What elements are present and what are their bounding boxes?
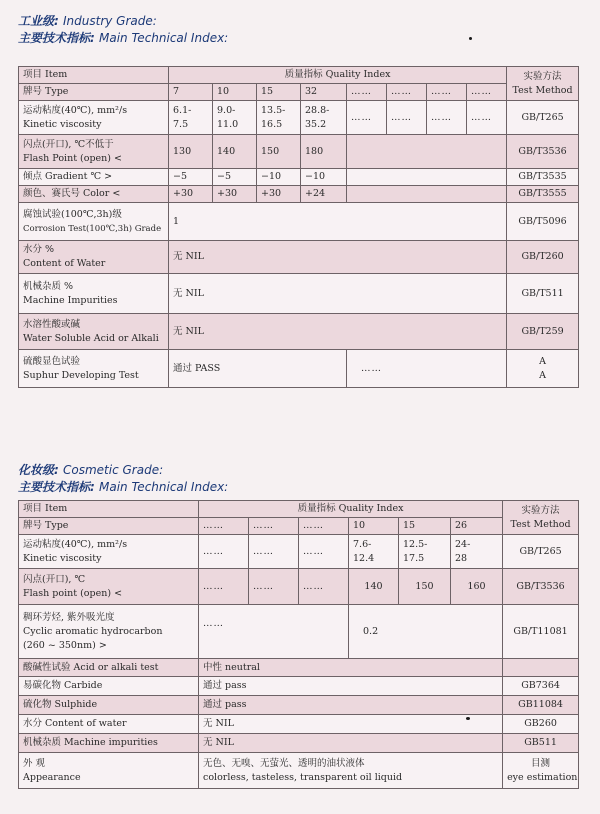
industry-grade-heading bbox=[18, 14, 157, 29]
type-value: …… bbox=[467, 84, 507, 101]
table-row bbox=[19, 605, 579, 659]
table-row bbox=[19, 659, 579, 677]
appearance-value: 无色、无嗅、无萤光、透明的油状液体 colorless, tasteless, transparent oil liquid bbox=[199, 753, 503, 789]
table-row bbox=[19, 314, 579, 350]
table-row bbox=[19, 518, 579, 535]
corrosion-value: 1 bbox=[169, 203, 507, 241]
pour-method: GB/T3535 bbox=[507, 169, 579, 186]
cosmetic-grade-heading bbox=[18, 463, 163, 478]
aromatic-method: GB/T11081 bbox=[503, 605, 579, 659]
aromatic-label: 稠环芳烃, 紫外吸光度 Cyclic aromatic hydrocarbon (260 ~ 350nm) > bbox=[19, 605, 199, 659]
type-value: …… bbox=[387, 84, 427, 101]
pour-value: −10 bbox=[257, 169, 301, 186]
impurities-value: 无 NIL bbox=[199, 734, 503, 753]
sulphur-label: 硫酸显色试验 Suphur Developing Test bbox=[19, 350, 169, 388]
type-value: …… bbox=[347, 84, 387, 101]
flash-value: 130 bbox=[169, 135, 213, 169]
table-row bbox=[19, 734, 579, 753]
table-row bbox=[19, 535, 579, 569]
table-row bbox=[19, 101, 579, 135]
acid-label: 酸碱性试验 Acid or alkali test bbox=[19, 659, 199, 677]
viscosity-method: GB/T265 bbox=[507, 101, 579, 135]
flash-value: 180 bbox=[301, 135, 347, 169]
impurities-method: GB/T511 bbox=[507, 274, 579, 314]
industry-index-heading bbox=[18, 31, 228, 46]
carbide-value: 通过 pass bbox=[199, 677, 503, 696]
type-label: 牌号 Type bbox=[19, 84, 169, 101]
viscosity-value: 12.5- 17.5 bbox=[399, 535, 451, 569]
impurities-value: 无 NIL bbox=[169, 274, 507, 314]
color-value: +30 bbox=[169, 186, 213, 203]
industry-index-en: Main Technical Index: bbox=[99, 31, 229, 45]
print-speck bbox=[466, 717, 470, 720]
item-header: 项目 Item bbox=[19, 67, 169, 84]
cosmetic-index-cn: 主要技术指标: bbox=[18, 480, 95, 494]
corrosion-label: 腐蚀试验(100℃,3h)级 Corrosion Test(100℃,3h) Grade bbox=[19, 203, 169, 241]
industry-grade-en: Industry Grade: bbox=[63, 14, 157, 28]
cosmetic-grade-en: Cosmetic Grade: bbox=[63, 463, 164, 477]
flash-value: 150 bbox=[399, 569, 451, 605]
type-value: 15 bbox=[257, 84, 301, 101]
viscosity-value: …… bbox=[249, 535, 299, 569]
type-value: 15 bbox=[399, 518, 451, 535]
flash-empty bbox=[347, 135, 507, 169]
table-row bbox=[19, 274, 579, 314]
pour-value: −5 bbox=[169, 169, 213, 186]
water-method: GB260 bbox=[503, 715, 579, 734]
viscosity-value: …… bbox=[199, 535, 249, 569]
flash-label: 闪点(开口), ℃ Flash point (open) < bbox=[19, 569, 199, 605]
appearance-method: 目测 eye estimation bbox=[503, 753, 579, 789]
table-row bbox=[19, 677, 579, 696]
type-label: 牌号 Type bbox=[19, 518, 199, 535]
acid-value: 中性 neutral bbox=[199, 659, 503, 677]
sulphide-label: 硫化物 Sulphide bbox=[19, 696, 199, 715]
viscosity-value: 28.8- 35.2 bbox=[301, 101, 347, 135]
viscosity-method: GB/T265 bbox=[503, 535, 579, 569]
sulphide-method: GB11084 bbox=[503, 696, 579, 715]
viscosity-value: …… bbox=[467, 101, 507, 135]
pour-label: 倾点 Gradient ℃ > bbox=[19, 169, 169, 186]
viscosity-value: …… bbox=[347, 101, 387, 135]
viscosity-label: 运动粘度(40℃), mm²/s Kinetic viscosity bbox=[19, 535, 199, 569]
type-value: 26 bbox=[451, 518, 503, 535]
print-speck bbox=[469, 37, 472, 40]
table-row bbox=[19, 501, 579, 518]
viscosity-value: 6.1- 7.5 bbox=[169, 101, 213, 135]
quality-index-header: 质量指标 Quality Index bbox=[199, 501, 503, 518]
viscosity-label: 运动粘度(40℃), mm²/s Kinetic viscosity bbox=[19, 101, 169, 135]
viscosity-value: 24- 28 bbox=[451, 535, 503, 569]
color-label: 颜色、赛氏号 Color < bbox=[19, 186, 169, 203]
type-value: 10 bbox=[213, 84, 257, 101]
flash-value: 160 bbox=[451, 569, 503, 605]
carbide-label: 易碳化物 Carbide bbox=[19, 677, 199, 696]
table-row bbox=[19, 84, 579, 101]
aromatic-dots: …… bbox=[199, 605, 349, 659]
pour-value: −5 bbox=[213, 169, 257, 186]
flash-value: 150 bbox=[257, 135, 301, 169]
flash-label: 闪点(开口), ℃不低于 Flash Point (open) < bbox=[19, 135, 169, 169]
viscosity-value: 7.6- 12.4 bbox=[349, 535, 399, 569]
sulphur-dots: …… bbox=[347, 350, 507, 388]
type-value: 10 bbox=[349, 518, 399, 535]
viscosity-value: …… bbox=[387, 101, 427, 135]
sulphur-method: A A bbox=[507, 350, 579, 388]
cosmetic-index-heading bbox=[18, 480, 228, 495]
flash-value: …… bbox=[249, 569, 299, 605]
type-value: …… bbox=[299, 518, 349, 535]
table-row bbox=[19, 753, 579, 789]
impurities-method: GB511 bbox=[503, 734, 579, 753]
cosmetic-spec-table bbox=[18, 500, 579, 789]
water-method: GB/T260 bbox=[507, 241, 579, 274]
water-value: 无 NIL bbox=[169, 241, 507, 274]
table-row bbox=[19, 169, 579, 186]
color-empty bbox=[347, 186, 507, 203]
industry-index-cn: 主要技术指标: bbox=[18, 31, 95, 45]
table-row bbox=[19, 135, 579, 169]
table-row bbox=[19, 696, 579, 715]
test-method-header: 实验方法 Test Method bbox=[503, 501, 579, 535]
color-method: GB/T3555 bbox=[507, 186, 579, 203]
water-label: 水分 Content of water bbox=[19, 715, 199, 734]
type-value: …… bbox=[249, 518, 299, 535]
table-row bbox=[19, 241, 579, 274]
corrosion-method: GB/T5096 bbox=[507, 203, 579, 241]
color-value: +30 bbox=[257, 186, 301, 203]
quality-index-header: 质量指标 Quality Index bbox=[169, 67, 507, 84]
acid-method: GB/T259 bbox=[507, 314, 579, 350]
impurities-label: 机械杂质 Machine impurities bbox=[19, 734, 199, 753]
type-value: 7 bbox=[169, 84, 213, 101]
impurities-label: 机械杂质 % Machine Impurities bbox=[19, 274, 169, 314]
water-value: 无 NIL bbox=[199, 715, 503, 734]
flash-value: …… bbox=[199, 569, 249, 605]
table-row bbox=[19, 715, 579, 734]
viscosity-value: 9.0- 11.0 bbox=[213, 101, 257, 135]
pour-value: −10 bbox=[301, 169, 347, 186]
item-header: 项目 Item bbox=[19, 501, 199, 518]
industry-spec-table bbox=[18, 66, 579, 388]
table-row bbox=[19, 186, 579, 203]
flash-value: 140 bbox=[349, 569, 399, 605]
type-value: …… bbox=[199, 518, 249, 535]
acid-method bbox=[503, 659, 579, 677]
table-row bbox=[19, 350, 579, 388]
table-row bbox=[19, 203, 579, 241]
type-value: 32 bbox=[301, 84, 347, 101]
table-row bbox=[19, 569, 579, 605]
cosmetic-index-en: Main Technical Index: bbox=[99, 480, 229, 494]
color-value: +24 bbox=[301, 186, 347, 203]
flash-value: 140 bbox=[213, 135, 257, 169]
appearance-label: 外 观 Appearance bbox=[19, 753, 199, 789]
flash-value: …… bbox=[299, 569, 349, 605]
viscosity-value: 13.5- 16.5 bbox=[257, 101, 301, 135]
test-method-header: 实验方法 Test Method bbox=[507, 67, 579, 101]
flash-method: GB/T3536 bbox=[507, 135, 579, 169]
sulphur-value: 通过 PASS bbox=[169, 350, 347, 388]
type-value: …… bbox=[427, 84, 467, 101]
flash-method: GB/T3536 bbox=[503, 569, 579, 605]
acid-value: 无 NIL bbox=[169, 314, 507, 350]
sulphide-value: 通过 pass bbox=[199, 696, 503, 715]
table-row bbox=[19, 67, 579, 84]
aromatic-value: 0.2 bbox=[349, 605, 503, 659]
viscosity-value: …… bbox=[299, 535, 349, 569]
water-label: 水分 % Content of Water bbox=[19, 241, 169, 274]
industry-grade-cn: 工业级: bbox=[18, 14, 59, 28]
acid-label: 水溶性酸或碱 Water Soluble Acid or Alkali bbox=[19, 314, 169, 350]
carbide-method: GB7364 bbox=[503, 677, 579, 696]
viscosity-value: …… bbox=[427, 101, 467, 135]
pour-empty bbox=[347, 169, 507, 186]
color-value: +30 bbox=[213, 186, 257, 203]
cosmetic-grade-cn: 化妆级: bbox=[18, 463, 59, 477]
